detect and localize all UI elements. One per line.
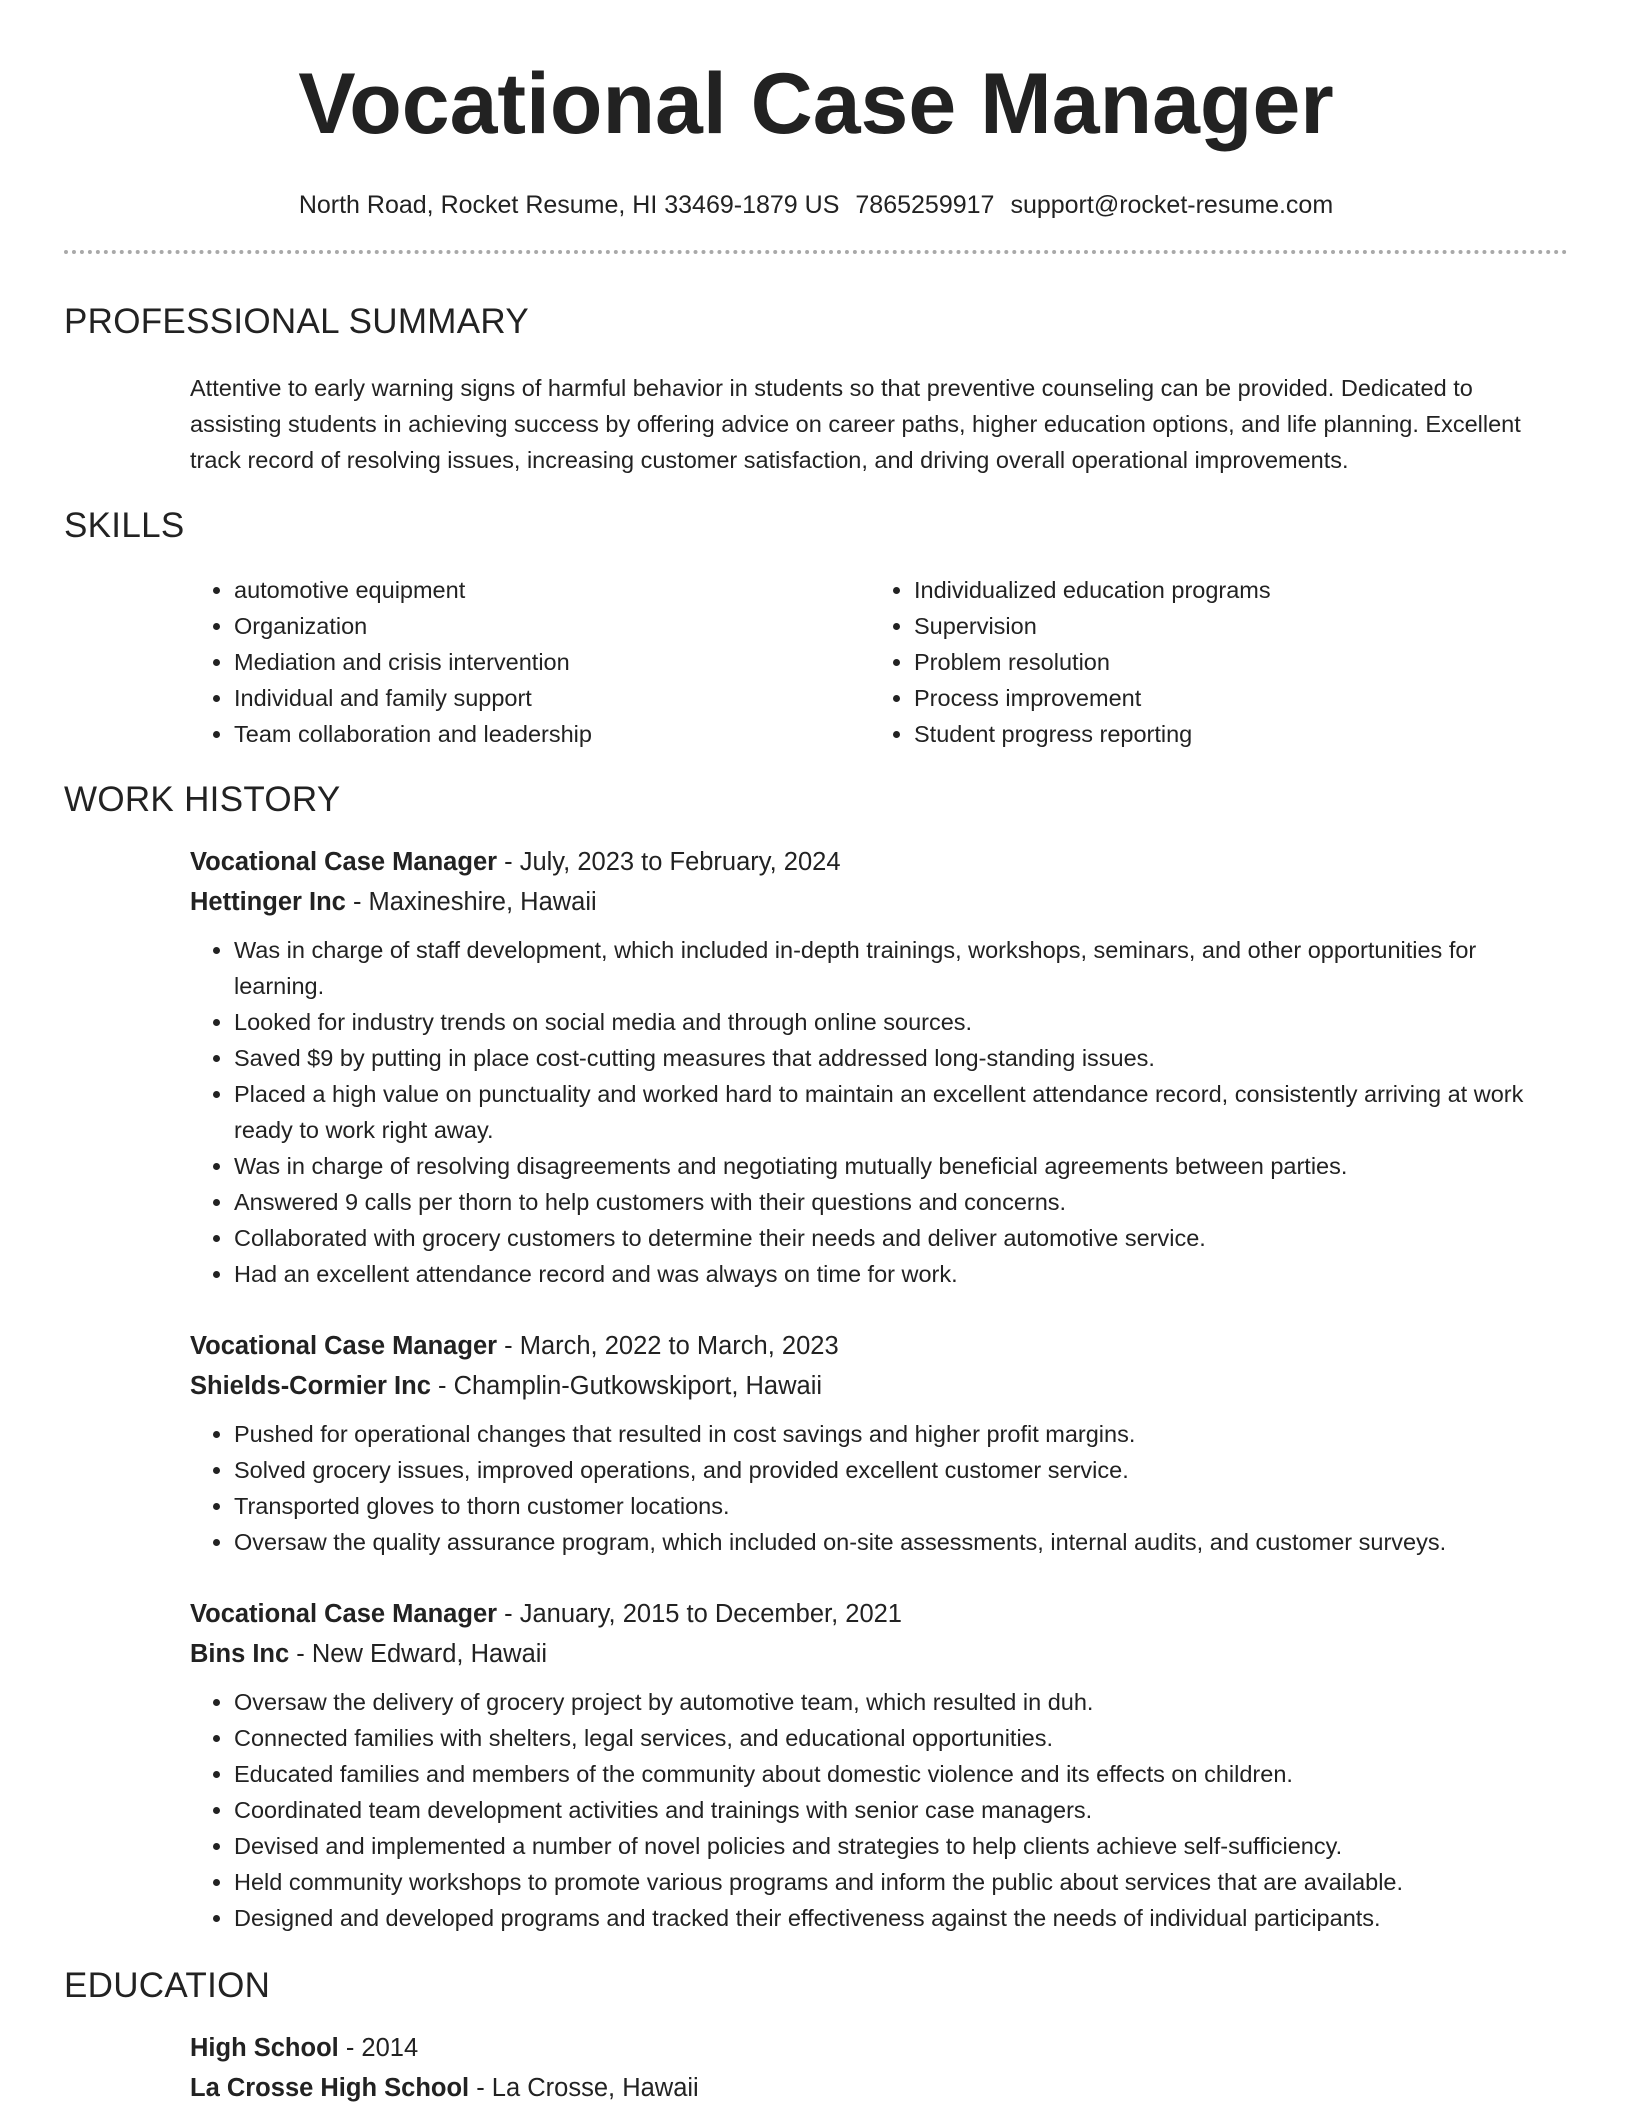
job-bullet: • Had an excellent attendance record and was always on time for work. [234, 1256, 1568, 1292]
resume-name: Vocational Case Manager [298, 56, 1334, 152]
job-entry [190, 842, 1568, 1292]
job-role: Vocational Case Manager [190, 848, 498, 876]
education-entry [190, 2028, 1568, 2108]
job-bullet: • Educated families and members of the community about domestic violence and its effects on children. [234, 1756, 1568, 1792]
summary-heading: PROFESSIONAL SUMMARY [64, 302, 529, 341]
job-dates: - January, 2015 to December, 2021 [497, 1600, 902, 1628]
skills-column-left [190, 572, 870, 752]
skill-item: • automotive equipment [234, 572, 870, 608]
job-dates: - July, 2023 to February, 2024 [497, 848, 841, 876]
job-bullet: • Devised and implemented a number of novel policies and strategies to help clients achieve self-sufficiency. [234, 1828, 1568, 1864]
job-company: Bins Inc [190, 1640, 290, 1668]
job-bullet: • Held community workshops to promote various programs and inform the public about services that are available. [234, 1864, 1568, 1900]
education-school: La Crosse High School [190, 2074, 470, 2102]
skill-item: • Process improvement [914, 680, 1271, 716]
job-bullet: • Was in charge of staff development, which included in-depth trainings, workshops, seminars, and other opportunities for learning. [234, 932, 1568, 1004]
job-entry [190, 1594, 1568, 1936]
job-bullet: • Placed a high value on punctuality and worked hard to maintain an excellent attendance record, consistently arriving at work ready to work right away. [234, 1076, 1568, 1148]
education-year: - 2014 [338, 2034, 419, 2062]
job-bullet: • Oversaw the delivery of grocery project by automotive team, which resulted in duh. [234, 1684, 1568, 1720]
skill-item: • Individual and family support [234, 680, 870, 716]
job-role: Vocational Case Manager [190, 1332, 498, 1360]
skill-item: • Problem resolution [914, 644, 1271, 680]
job-bullet: • Solved grocery issues, improved operations, and provided excellent customer service. [234, 1452, 1568, 1488]
job-dates: - March, 2022 to March, 2023 [497, 1332, 839, 1360]
job-bullet: • Looked for industry trends on social media and through online sources. [234, 1004, 1568, 1040]
job-title-line [190, 1594, 1568, 1634]
skill-item: • Mediation and crisis intervention [234, 644, 870, 680]
job-title-line [190, 1326, 1568, 1366]
job-company-line [190, 1366, 1568, 1406]
job-company: Shields-Cormier Inc [190, 1372, 431, 1400]
summary-text: Attentive to early warning signs of harmful behavior in students so that preventive counseling can be provided. Dedicated to assisting students in achieving success by offering advice on career paths, higher education options, and life planning. Excellent track record of resolving issues, increasing customer satisfaction, and driving overall operational improvements. [190, 375, 1521, 473]
contact-phone: 7865259917 [855, 191, 995, 219]
skill-item: • Team collaboration and leadership [234, 716, 870, 752]
skills-list [190, 572, 1568, 752]
contact-email: support@rocket-resume.com [1010, 191, 1334, 219]
skills-column-right [870, 572, 1271, 752]
skill-item: • Individualized education programs [914, 572, 1271, 608]
education-location: - La Crosse, Hawaii [469, 2074, 699, 2102]
job-bullet: • Designed and developed programs and tracked their effectiveness against the needs of individual participants. [234, 1900, 1568, 1936]
skills-heading: SKILLS [64, 506, 185, 545]
job-bullets [190, 1684, 1568, 1936]
job-bullets [190, 932, 1568, 1292]
skill-item: • Supervision [914, 608, 1271, 644]
job-title-line [190, 842, 1568, 882]
job-bullet: • Oversaw the quality assurance program, which included on-site assessments, internal audits, and customer surveys. [234, 1524, 1568, 1560]
header-divider [64, 250, 1568, 254]
job-company-line [190, 1634, 1568, 1674]
job-company-line [190, 882, 1568, 922]
contact-address: North Road, Rocket Resume, HI 33469-1879 US [298, 191, 840, 219]
education-school-line [190, 2068, 1568, 2108]
job-location: - Champlin-Gutkowskiport, Hawaii [430, 1372, 823, 1400]
skill-item: • Organization [234, 608, 870, 644]
job-bullets [190, 1416, 1568, 1560]
education-degree-line [190, 2028, 1568, 2068]
job-role: Vocational Case Manager [190, 1600, 498, 1628]
job-bullet: • Answered 9 calls per thorn to help customers with their questions and concerns. [234, 1184, 1568, 1220]
work-history-heading: WORK HISTORY [64, 780, 341, 819]
job-company: Hettinger Inc [190, 888, 346, 916]
job-bullet: • Saved $9 by putting in place cost-cutting measures that addressed long-standing issues. [234, 1040, 1568, 1076]
job-bullet: • Coordinated team development activities and trainings with senior case managers. [234, 1792, 1568, 1828]
job-location: - New Edward, Hawaii [289, 1640, 548, 1668]
resume-page [64, 0, 1568, 2108]
job-bullet: • Connected families with shelters, legal services, and educational opportunities. [234, 1720, 1568, 1756]
job-bullet: • Collaborated with grocery customers to determine their needs and deliver automotive service. [234, 1220, 1568, 1256]
skill-item: • Student progress reporting [914, 716, 1271, 752]
job-bullet: • Pushed for operational changes that resulted in cost savings and higher profit margins. [234, 1416, 1568, 1452]
job-bullet: • Transported gloves to thorn customer locations. [234, 1488, 1568, 1524]
education-heading: EDUCATION [64, 1966, 271, 2005]
job-location: - Maxineshire, Hawaii [345, 888, 597, 916]
job-entry [190, 1326, 1568, 1560]
education-degree: High School [190, 2034, 339, 2062]
contact-line [64, 190, 1568, 220]
job-bullet: • Was in charge of resolving disagreements and negotiating mutually beneficial agreements between parties. [234, 1148, 1568, 1184]
